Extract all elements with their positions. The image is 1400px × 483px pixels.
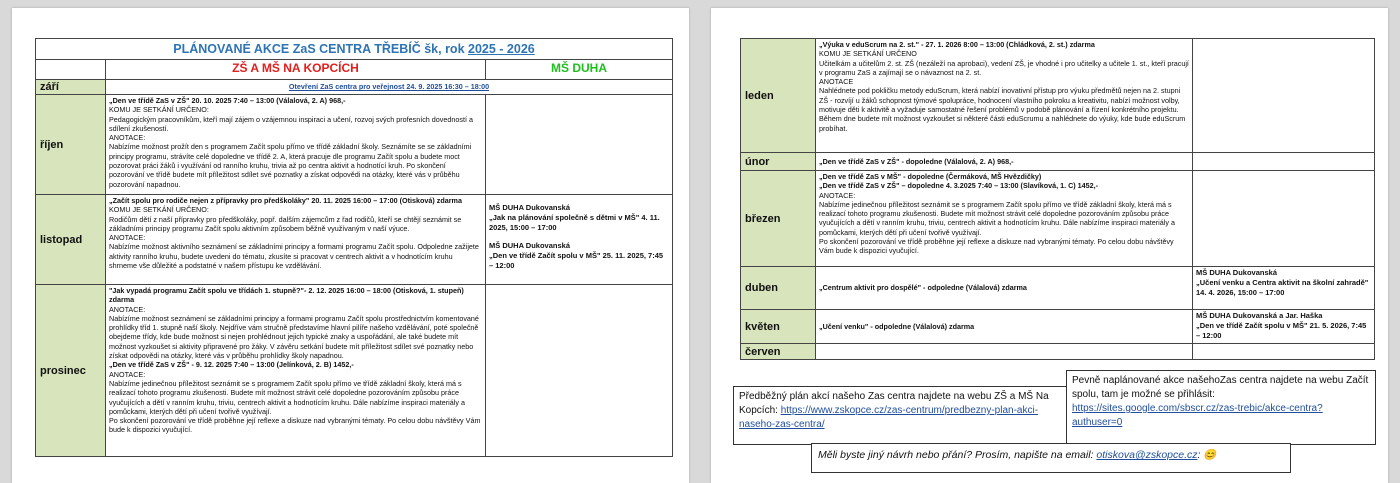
fixed-events-note: Pevně naplánované akce našehoZas centra najdete na webu Začít spolu, tam je možné se přihlásit: https://sites.google.com/sbscr.cz/zas-trebic/akce-centra?authuser=0 <box>1066 370 1376 445</box>
event-text: Nabízíme možnost aktivního seznámení se základními principy a formami programu Začít spolu. Odpoledne zažijete aktivity ranního kruhu, budete uvedeni do tématu, zkusíte si pracovat v centrech aktivit a v hodnotícím kruhu shrneme vše důležité a podstatné v našem přístupu ke vzdělávání. <box>109 242 479 271</box>
ms-duha-cell: MŠ DUHA Dukovanská „Jak na plánování společně s dětmi v MŠ" 4. 11. 2025, 15:00 – 17:00 MŠ DUHA Dukovanská „Den ve třídě Začít spolu v MŠ" 25. 11. 2025, 7:45 – 12:00 <box>486 195 673 285</box>
event-text: ANOTACE: <box>109 369 146 379</box>
event-text: Nabízíme možnost seznámení se základními principy a formami programu Začít spolu prostřednictvím komentované prohlídky tříd 1. stupně naší školy. Nejdříve vám stručně představíme hlavní pilíře našeho vzdělávání, poté společně obejdeme třídy, kde bude možnost si nejen prohlédnout jejich typické znaky a uspořádání, ale také budete mít možnost vyzkoušet si aktivity připravené pro žáky. V závěru setkání budete mít příležitost sdílet své poznatky nebo získat odpovědi na otázky, které vás v průběhu prohlídky školy napadnou. <box>109 313 479 361</box>
table-row <box>741 267 1375 310</box>
event-title: „Centrum aktivit pro dospělé" - odpoledne (Válalová) zdarma <box>819 283 1027 293</box>
feedback-note: Měli byste jiný návrh nebo přání? Prosím, napište na email: otiskova@zskopce.cz: 😊 <box>811 443 1291 473</box>
event-text: Po skončení pozorování ve třídě proběhne její reflexe a diskuze nad vybranými tématy. Po celou dobu návštěvy Vám bude k dispozici vyučující. <box>819 237 1174 256</box>
event-text: Rodičům dětí z naší přípravky pro předškoláky, popř. dalším zájemcům z řad rodičů, kteří se chtějí seznámit se základními principy programu Začít spolu aktivním způsobem běžně využívaným v naší výuce. <box>109 214 462 233</box>
table-row <box>741 310 1375 344</box>
event-text: KOMU JE SETKÁNÍ URČENO <box>819 49 917 59</box>
event-title: „Den ve třídě ZaS v ZŠ" 20. 10. 2025 7:40 – 13:00 (Válalová, 2. A) 968,- <box>109 96 346 105</box>
table-row <box>36 195 673 285</box>
month-label: květen <box>741 310 816 344</box>
event-cell <box>816 39 1193 153</box>
event-text: Nabízíme jedinečnou příležitost seznámit se s programem Začít spolu přímo ve třídě základní školy, která má s realizací tohoto programu zkušenosti. Budete mít možnost strávit celé dopoledne pozorováním způsobu práce vyučujících a dětí v ranním kruhu, triviu, centrech aktivit a hodnotícím kruhu. Dále nabízíme inspiraci materiály a pomůckami, kterých dětí při učení tvořivě využívají. <box>109 378 465 416</box>
event-text: Pedagogickým pracovníkům, kteří mají zájem o vzájemnou inspiraci a učení, rozvoj svých profesních dovedností a sdílení zkušeností. <box>109 114 473 133</box>
month-label: říjen <box>36 95 106 195</box>
event-text[interactable]: Otevření ZaS centra pro veřejnost 24. 9. 2025 16:30 – 18:00 <box>288 82 490 92</box>
month-label: únor <box>741 153 816 171</box>
event-text: KOMU JE SETKÁNÍ URČENO: <box>109 105 209 115</box>
event-text: Po skončení pozorování ve třídě proběhne její reflexe a diskuze nad vybranými tématy. Po celou dobu návštěvy Vám bude k dispozici vyučující. <box>109 416 481 435</box>
event-title: „Den ve třídě ZaS v ZŠ" – dopoledne 4. 3.2025 7:40 – 13:00 (Slavíková, 1. C) 1452,- <box>819 181 1099 191</box>
month-label: duben <box>741 267 816 310</box>
event-text: ANOTACE: <box>109 133 146 143</box>
fixed-events-link[interactable]: https://sites.google.com/sbscr.cz/zas-trebic/akce-centra?authuser=0 <box>1072 403 1323 428</box>
table-row <box>36 80 673 95</box>
event-title: „Den ve třídě ZaS v MŠ" - dopoledne (Čermáková, MŠ Hvězdičky) <box>819 172 1042 181</box>
table-row <box>36 95 673 195</box>
document-page-right <box>711 8 1388 483</box>
event-title: „Výuka v eduScrum na 2. st." - 27. 1. 2026 8:00 – 13:00 (Chládková, 2. st.) zdarma <box>819 40 1095 49</box>
ms-duha-cell: MŠ DUHA Dukovanská a Jar. Haška „Den ve třídě Začít spolu v MŠ" 21. 5. 2026, 7:45 – 12:00 <box>1193 310 1375 344</box>
table-row <box>741 171 1375 267</box>
header-zs-a-ms: ZŠ A MŠ NA KOPCÍCH <box>106 60 486 80</box>
event-cell <box>106 95 486 195</box>
event-cell <box>106 285 486 457</box>
event-cell <box>106 195 486 285</box>
event-title: „Den ve třídě ZaS v ZŠ" - 9. 12. 2025 7:40 – 13:00 (Jelínková, 2. B) 1452,- <box>109 360 354 370</box>
event-text: KOMU JE SETKÁNÍ URČENO: <box>109 205 209 215</box>
table-row <box>741 153 1375 171</box>
event-title: "Jak vypadá programu Začít spolu ve třídách 1. stupně?"- 2. 12. 2025 16:00 – 18:00 (Otisková, 1. stupeň) zdarma <box>109 286 464 305</box>
table-row <box>36 285 673 457</box>
month-label: listopad <box>36 195 106 285</box>
event-text: Nabízíme možnost prožít den s programem Začít spolu přímo ve třídě základní školy. Seznámíte se se základními principy programu, strávíte celé dopoledne ve třídě 2. A, která pracuje dle programu Začít spolu a budete moct pozorovat práci žáků i využívání od ranního kruhu, trivia až po centra aktivit a hodnotící kruh. Po skončení pozorování ve třídě budete mít příležitost sdílet své poznatky a získat odpovědi na otázky, které vás v průběhu pozorování napadnou. <box>109 142 472 189</box>
event-title: „Učení venku" - odpoledne (Válalová) zdarma <box>819 321 975 331</box>
feedback-email-link[interactable]: otiskova@zskopce.cz <box>1096 449 1198 461</box>
event-cell <box>816 171 1193 267</box>
document-page-left <box>12 8 689 483</box>
page-title: PLÁNOVANÉ AKCE ZaS CENTRA TŘEBÍČ šk, rok 2025 - 2026 <box>36 39 673 60</box>
table-row <box>741 39 1375 153</box>
month-label: prosinec <box>36 285 106 457</box>
event-title: „Den ve třídě ZaS v ZŠ" - dopoledne (Válalová, 2. A) 968,- <box>819 156 1014 166</box>
preliminary-plan-link[interactable]: https://www.zskopce.cz/zas-centrum/predbezny-plan-akci-naseho-zas-centra/ <box>739 405 1039 430</box>
month-label: září <box>36 80 106 95</box>
events-table-left <box>35 38 673 457</box>
events-table-right <box>740 38 1375 360</box>
event-text: Nahlédnete pod pokličku metody eduScrum, která nabízí inovativní přístup pro výuku předmětů nejen na 2. stupni ZŠ - rozvíjí u žáků schopnost týmové spolupráce, hodnocení vlastního pokroku a kreativitu, nabízí možnost volby, motivuje děti k aktivitě a vyžaduje samostatné řešení problémů v podobě plánování a řízení konkrétního projektu. Během dne budete mít možnost vyzkoušet si některé části eduScrumu a nahlédnete do výuky, kde bude eduScrum probíhat. <box>819 86 1186 133</box>
event-text: Učitelkám a učitelům 2. st. ZŠ (nezáleží na aprobaci), vedení ZŠ, je vhodné i pro učitelky a učitele 1. st., kteří pracují v programu ZaS a zajímají se o návaznost na 2. st. <box>819 58 1189 77</box>
preliminary-plan-note: Předběžný plán akcí našeho Zas centra najdete na webu ZŠ a MŠ Na Kopcích: https://www.zskopce.cz/zas-centrum/predbezny-plan-akci-naseho-zas-centra/ <box>733 386 1073 445</box>
event-text: ANOTACE: <box>819 190 856 200</box>
event-text: ANOTACE <box>819 77 854 87</box>
header-ms-duha: MŠ DUHA <box>486 60 673 80</box>
month-label: červen <box>741 344 816 360</box>
ms-duha-cell: MŠ DUHA Dukovanská „Učení venku a Centra aktivit na školní zahradě" 14. 4. 2026, 15:00 – 17:00 <box>1193 267 1375 310</box>
month-label: březen <box>741 171 816 267</box>
table-row <box>741 344 1375 360</box>
event-text: ANOTACE: <box>109 233 146 243</box>
event-title: „Začít spolu pro rodiče nejen z přípravky pro předškoláky" 20. 11. 2025 16:00 – 17:00 (Otisková) zdarma <box>109 196 462 205</box>
event-text: Nabízíme jedinečnou příležitost seznámit se s programem Začít spolu přímo ve třídě základní školy, která má s realizací tohoto programu zkušenosti. Budete mít možnost strávit celé dopoledne pozorováním způsobu práce vyučujících a dětí v ranním kruhu, triviu, centrech aktivit a hodnotícím kruhu. Dále nabízíme inspiraci materiály a pomůckami, kterých dětí při učení tvořivě využívají. <box>819 199 1175 237</box>
event-text: ANOTACE: <box>109 304 146 314</box>
month-label: leden <box>741 39 816 153</box>
